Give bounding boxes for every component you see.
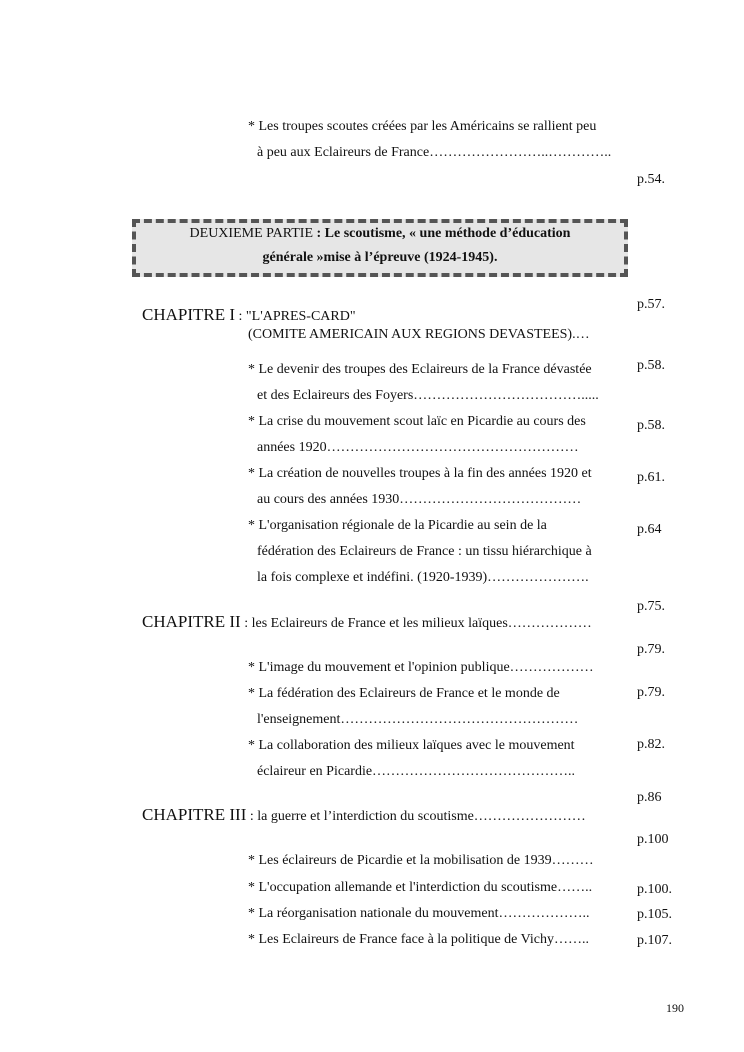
- chapter-2-title: : les Eclaireurs de France et les milieux laïques………………: [240, 616, 592, 631]
- ch3-item-4-line-1: * Les Eclaireurs de France face à la politique de Vichy……..: [248, 932, 589, 947]
- ch2-item-2-line-1: * La fédération des Eclaireurs de France et le monde de: [248, 686, 560, 701]
- ch1-item-2-page: p.58.: [637, 418, 665, 433]
- part-two-heading-box: [132, 219, 628, 277]
- ch2-item-1-page: p.79.: [637, 642, 665, 657]
- part-two-title-a: : Le scoutisme, « une méthode d’éducation: [313, 226, 571, 241]
- ch1-item-4-line-2: fédération des Eclaireurs de France : un tissu hiérarchique à: [257, 544, 592, 559]
- intro-line-2: à peu aux Eclaireurs de France……………………..…………..: [257, 145, 612, 160]
- ch1-item-2-line-1: * La crise du mouvement scout laïc en Picardie au cours des: [248, 414, 586, 429]
- page-number: 190: [666, 1001, 684, 1015]
- part-two-heading-line-2: générale »mise à l’épreuve (1924-1945).: [262, 250, 498, 265]
- ch1-item-4-line-1: * L'organisation régionale de la Picardie au sein de la: [248, 518, 547, 533]
- ch2-item-3-line-2: éclaireur en Picardie……………………………………..: [257, 764, 576, 779]
- ch3-item-4-page: p.107.: [637, 933, 672, 948]
- chapter-3-page: p.86: [637, 790, 662, 805]
- ch1-item-1-page: p.58.: [637, 358, 665, 373]
- ch3-item-1-line-1: * Les éclaireurs de Picardie et la mobilisation de 1939………: [248, 853, 594, 868]
- ch2-item-3-page: p.82.: [637, 737, 665, 752]
- chapter-3-heading: [142, 805, 586, 825]
- chapter-1-title-line-1: : "L'APRES-CARD": [235, 309, 356, 324]
- ch3-item-1-page: p.100: [637, 832, 669, 847]
- ch2-item-3-line-1: * La collaboration des milieux laïques avec le mouvement: [248, 738, 575, 753]
- ch1-item-1-line-2: et des Eclaireurs des Foyers……………………………….....: [257, 388, 599, 403]
- chapter-2-page: p.75.: [637, 599, 665, 614]
- ch1-item-3-line-2: au cours des années 1930…………………………………: [257, 492, 582, 507]
- chapter-1-title-line-2: (COMITE AMERICAIN AUX REGIONS DEVASTEES).…: [248, 327, 590, 342]
- chapter-3-label: CHAPITRE III: [142, 805, 247, 824]
- ch1-item-3-line-1: * La création de nouvelles troupes à la fin des années 1920 et: [248, 466, 592, 481]
- chapter-1-label: CHAPITRE I: [142, 305, 236, 324]
- ch3-item-2-line-1: * L'occupation allemande et l'interdiction du scoutisme……..: [248, 880, 593, 895]
- chapter-2-heading: [142, 612, 592, 632]
- ch1-item-1-line-1: * Le devenir des troupes des Eclaireurs de la France dévastée: [248, 362, 592, 377]
- ch1-item-3-page: p.61.: [637, 470, 665, 485]
- ch2-item-2-line-2: l'enseignement……………………………………………: [257, 712, 579, 727]
- chapter-2-label: CHAPITRE II: [142, 612, 241, 631]
- ch3-item-3-line-1: * La réorganisation nationale du mouvement………………..: [248, 906, 590, 921]
- intro-page: p.54.: [637, 172, 665, 187]
- intro-line-1: * Les troupes scoutes créées par les Américains se rallient peu: [248, 119, 597, 134]
- ch1-item-4-line-3: la fois complexe et indéfini. (1920-1939)………………….: [257, 570, 589, 585]
- ch3-item-2-page: p.100.: [637, 882, 672, 897]
- ch1-item-4-page: p.64: [637, 522, 662, 537]
- chapter-1-page: p.57.: [637, 297, 665, 312]
- ch2-item-1-line-1: * L'image du mouvement et l'opinion publique………………: [248, 660, 594, 675]
- chapter-1-heading: [142, 305, 356, 325]
- ch1-item-2-line-2: années 1920………………………………………………: [257, 440, 579, 455]
- part-two-heading-line-1: [136, 226, 624, 242]
- ch3-item-3-page: p.105.: [637, 907, 672, 922]
- chapter-3-title: : la guerre et l’interdiction du scoutisme……………………: [246, 809, 586, 824]
- ch2-item-2-page: p.79.: [637, 685, 665, 700]
- part-two-label: DEUXIEME PARTIE: [189, 226, 314, 241]
